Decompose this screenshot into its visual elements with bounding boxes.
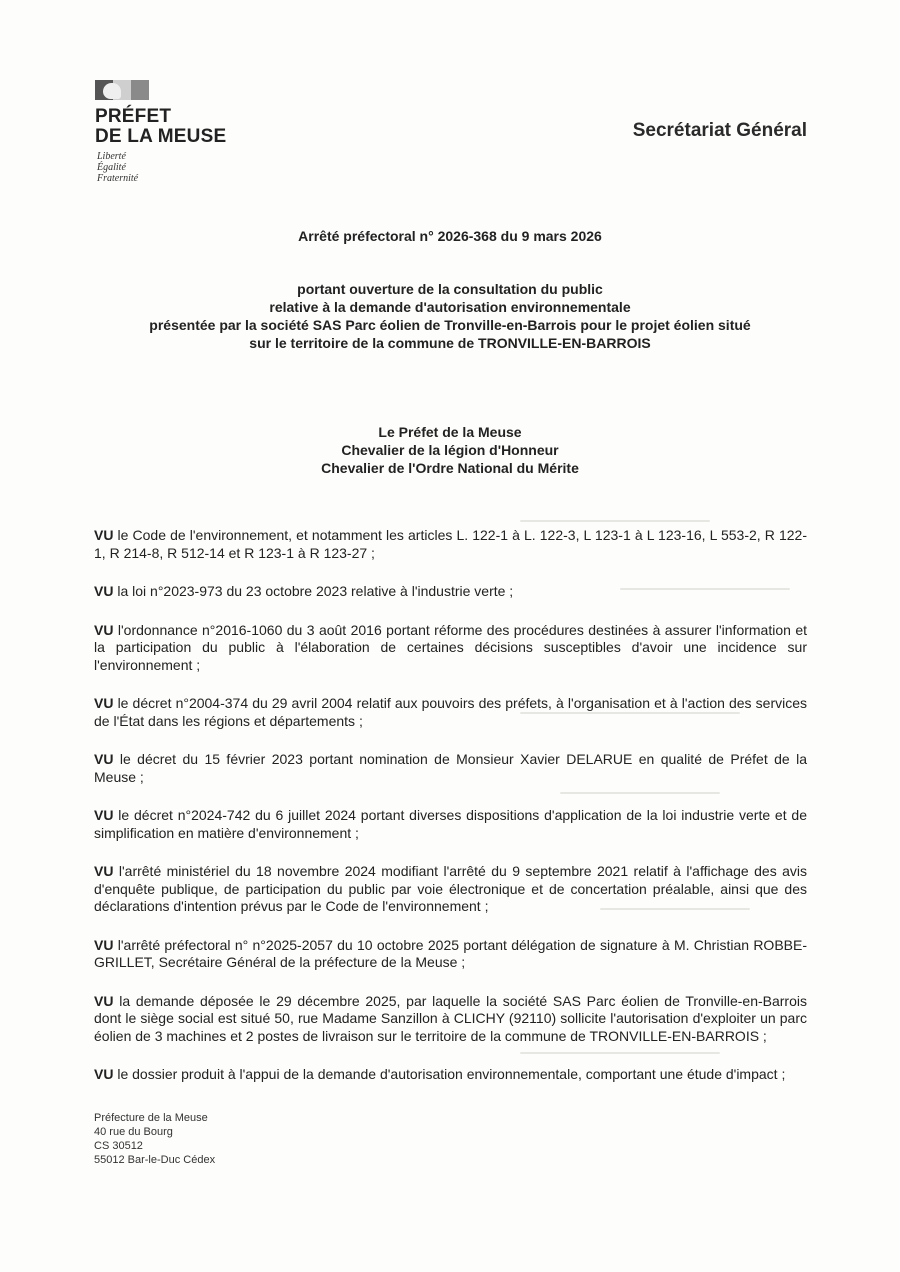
visa-text: l'arrêté ministériel du 18 novembre 2024 modifiant l'arrêté du 9 septembre 2021 relatif à l'affichage des avis d'enquête publique, de participation du public par voie électronique et de concertation préalable, ainsi que des déclarations d'intention prévus par le Code de l'environnement ; <box>94 863 808 914</box>
visa-item <box>94 695 807 730</box>
address-line: CS 30512 <box>94 1140 143 1152</box>
institution-name <box>95 107 226 147</box>
visa-keyword: VU <box>94 992 114 1009</box>
republic-motto <box>97 151 138 184</box>
institution-line: PRÉFET <box>95 106 172 127</box>
visa-text: le décret n°2004-374 du 29 avril 2004 relatif aux pouvoirs des préfets, à l'organisation et à l'action des services de l'État dans les régions et départements ; <box>94 695 808 729</box>
visa-item <box>94 807 807 842</box>
visa-item <box>94 583 807 601</box>
motto-line: Liberté <box>97 151 126 162</box>
visa-keyword: VU <box>94 936 114 953</box>
motto-line: Fraternité <box>97 173 139 184</box>
visa-keyword: VU <box>94 527 114 543</box>
visa-text: l'ordonnance n°2016-1060 du 3 août 2016 portant réforme des procédures destinées à assurer l'information et la participation du public à l'élaboration de certaines décisions susceptibles d'avoir une incidence sur l'environnement ; <box>94 621 808 673</box>
visa-item <box>94 993 807 1046</box>
prefet-line: Chevalier de la légion d'Honneur <box>341 442 559 458</box>
object-line: sur le territoire de la commune de TRONVILLE-EN-BARROIS <box>249 335 651 351</box>
visa-item <box>94 863 807 916</box>
visa-item <box>94 622 807 675</box>
visa-text: la demande déposée le 29 décembre 2025, par laquelle la société SAS Parc éolien de Tronville-en-Barrois dont le siège social est situé 50, rue Madame Sanzillon à CLICHY (92110) sollicite l'autorisation d'exploiter un parc éolien de 3 machines et 2 postes de livraison sur le territoire de la commune de TRONVILLE-EN-BARROIS ; <box>94 992 807 1044</box>
visa-text: le décret n°2024-742 du 6 juillet 2024 portant diverses dispositions d'application de la loi industrie verte et de simplification en matière d'environnement ; <box>94 807 808 841</box>
visa-text: le Code de l'environnement, et notamment les articles L. 122-1 à L. 122-3, L 123-1 à L 123-16, L 553-2, R 122-1, R 214-8, R 512-14 et R 123-1 à R 123-27 ; <box>94 527 807 561</box>
visa-keyword: VU <box>94 863 114 879</box>
address-line: Préfecture de la Meuse <box>94 1112 208 1124</box>
prefecture-address <box>94 1111 215 1167</box>
address-line: 55012 Bar-le-Duc Cédex <box>94 1154 216 1166</box>
visa-keyword: VU <box>94 1066 114 1082</box>
address-line: 40 rue du Bourg <box>94 1126 173 1138</box>
institution-line: DE LA MEUSE <box>95 126 227 147</box>
arrete-title: Arrêté préfectoral n° 2026-368 du 9 mars 2026 <box>298 228 602 244</box>
object-line: présentée par la société SAS Parc éolien de Tronville-en-Barrois pour le projet éolien situé <box>149 317 751 333</box>
marianne-logo <box>95 80 149 104</box>
visa-keyword: VU <box>94 583 114 599</box>
visa-text: le dossier produit à l'appui de la demande d'autorisation environnementale, comportant une étude d'impact ; <box>117 1066 786 1082</box>
visa-keyword: VU <box>94 751 114 767</box>
object-line: relative à la demande d'autorisation environnementale <box>269 299 631 315</box>
prefet-titles <box>60 423 840 477</box>
visa-keyword: VU <box>94 807 114 823</box>
arrete-object <box>60 280 840 352</box>
visa-text: la loi n°2023-973 du 23 octobre 2023 relative à l'industrie verte ; <box>117 583 514 599</box>
visa-keyword: VU <box>94 695 114 711</box>
visa-text: le décret du 15 février 2023 portant nomination de Monsieur Xavier DELARUE en qualité de Préfet de la Meuse ; <box>94 751 807 785</box>
prefet-line: Chevalier de l'Ordre National du Mérite <box>321 460 579 476</box>
prefet-line: Le Préfet de la Meuse <box>378 424 522 440</box>
object-line: portant ouverture de la consultation du public <box>297 281 603 297</box>
motto-line: Égalité <box>97 162 126 173</box>
visa-item <box>94 527 807 562</box>
show-through-mark <box>520 520 710 522</box>
visa-list <box>94 527 807 1084</box>
service-name: Secrétariat Général <box>632 120 807 141</box>
visa-item <box>94 937 807 972</box>
visa-item <box>94 1066 807 1084</box>
visa-keyword: VU <box>94 621 114 638</box>
visa-text: l'arrêté préfectoral n° n°2025-2057 du 10 octobre 2025 portant délégation de signature à M. Christian ROBBE-GRILLET, Secrétaire Général de la préfecture de la Meuse ; <box>94 936 807 970</box>
visa-item <box>94 751 807 786</box>
